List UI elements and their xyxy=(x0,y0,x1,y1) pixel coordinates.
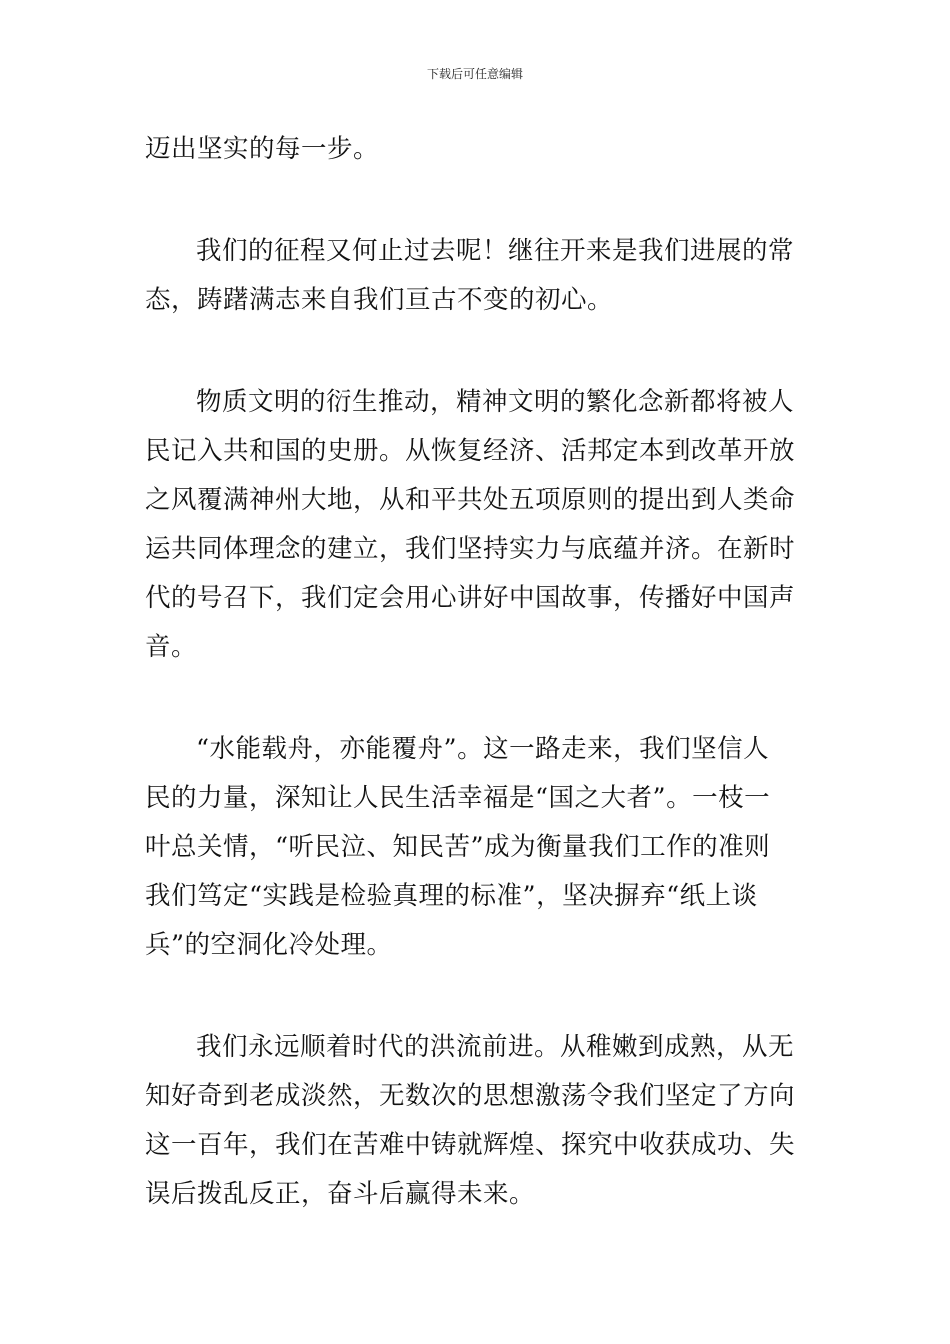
paragraph-line: 我们的征程又何止过去呢！继往开来是我们进展的常 xyxy=(196,236,795,266)
paragraph-line: 这一百年，我们在苦难中铸就辉煌、探究中收获成功、失 xyxy=(145,1130,796,1160)
paragraph-line: 音。 xyxy=(145,632,198,662)
paragraph-4 xyxy=(145,725,807,970)
document-body xyxy=(145,125,807,1219)
page-header: 下载后可任意编辑 xyxy=(426,67,523,81)
paragraph-2 xyxy=(145,227,807,325)
paragraph-line: 代的号召下，我们定会用心讲好中国故事，传播好中国声 xyxy=(145,583,796,613)
paragraph-line: 兵”的空洞化冷处理。 xyxy=(145,930,393,960)
paragraph-1 xyxy=(145,125,807,174)
paragraph-line: 民记入共和国的史册。从恢复经济、活邦定本到改革开放 xyxy=(145,436,796,466)
paragraph-line: 我们笃定“实践是检验真理的标准”，坚决摒弃“纸上谈 xyxy=(145,881,758,911)
paragraph-line: 民的力量，深知让人民生活幸福是“国之大者”。一枝一 xyxy=(145,783,771,813)
paragraph-line: 运共同体理念的建立，我们坚持实力与底蕴并济。在新时 xyxy=(145,534,796,564)
paragraph-line: 我们永远顺着时代的洪流前进。从稚嫩到成熟，从无 xyxy=(196,1032,795,1062)
paragraph-line: 态，踌躇满志来自我们亘古不变的初心。 xyxy=(145,285,614,315)
paragraph-line: 迈出坚实的每一步。 xyxy=(145,134,380,164)
paragraph-line: 物质文明的衍生推动，精神文明的繁化念新都将被人 xyxy=(196,387,795,417)
paragraph-line: 误后拨乱反正，奋斗后赢得未来。 xyxy=(145,1179,536,1209)
paragraph-line: 之风覆满神州大地，从和平共处五项原则的提出到人类命 xyxy=(145,485,796,515)
paragraph-line: 知好奇到老成淡然，无数次的思想激荡令我们坚定了方向 xyxy=(145,1081,796,1111)
paragraph-3 xyxy=(145,378,807,672)
paragraph-5 xyxy=(145,1023,807,1219)
paragraph-line: “水能载舟，亦能覆舟”。这一路走来，我们坚信人 xyxy=(196,734,770,764)
paragraph-line: 叶总关情，“听民泣、知民苦”成为衡量我们工作的准则 xyxy=(145,832,771,862)
